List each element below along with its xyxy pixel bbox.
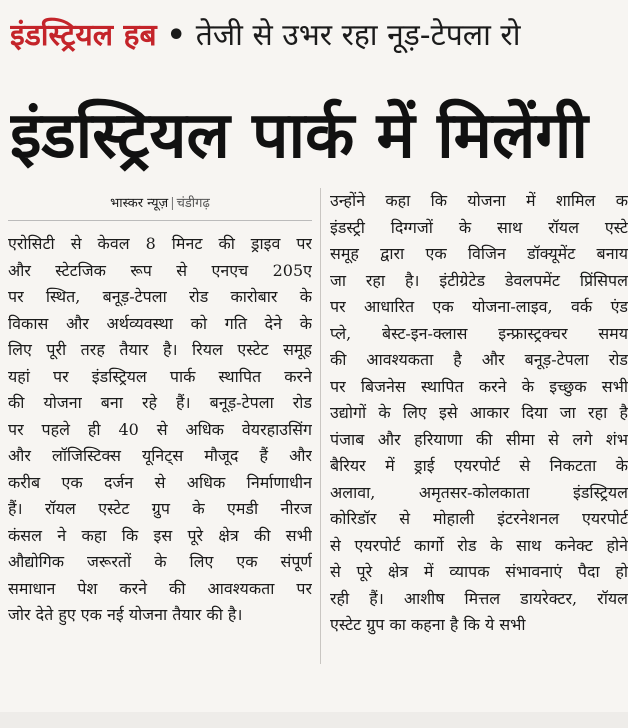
text-line: पंजाब और हरियाणा की सीमा से लगे शंभ: [330, 429, 628, 449]
column-divider: [320, 188, 321, 664]
text-line: उन्होंने कहा कि योजना में शामिल क: [330, 191, 628, 210]
byline: [8, 188, 312, 221]
byline-city: चंडीगढ़: [176, 196, 210, 211]
text-line: यहां पर इंडस्ट्रियल पार्क स्थापित करने: [8, 366, 312, 386]
left-column: [8, 188, 312, 678]
text-line: पर स्थित, बनूड़-टेपला रोड कारोबार के: [8, 287, 312, 306]
text-line: करीब एक दर्जन से अधिक निर्माणाधीन: [8, 472, 312, 492]
text-line: पर पहले ही 40 से अधिक वेयरहाउसिंग: [8, 419, 312, 439]
text-line: विकास और अर्थव्यवस्था को गति देने के: [8, 313, 312, 333]
text-line: बैरियर में ड्राई एयरपोर्ट से निकटता के: [330, 456, 628, 475]
text-line: एस्टेट ग्रुप का कहना है कि ये सभी: [330, 615, 526, 634]
text-line: जा रहा है। इंटीग्रेटेड डेवलपमेंट प्रिंसिपल: [330, 270, 628, 290]
text-line: इंडस्ट्री दिग्गजों के साथ रॉयल एस्टे: [330, 217, 628, 237]
byline-source: भास्कर न्यूज़: [110, 196, 169, 211]
article-kicker: [10, 8, 628, 68]
text-line: की योजना बना रहे हैं। बनूड़-टेपला रोड: [8, 393, 312, 412]
text-line: पर आधारित एक योजना-लाइव, वर्क एंड: [330, 297, 628, 316]
section-tag: इंडस्ट्रियल हब: [10, 18, 157, 53]
left-column-text: [8, 231, 312, 629]
text-line: समूह द्वारा एक विजिन डॉक्यूमेंट बनाय: [330, 244, 628, 263]
right-column-text: [330, 188, 628, 639]
text-line: कंसल ने कहा कि इस पूरे क्षेत्र की सभी: [8, 525, 312, 545]
kicker-subhead: तेजी से उभर रहा नूड़-टेपला रो: [195, 18, 521, 53]
page-bottom-strip: [0, 712, 628, 728]
byline-separator: |: [170, 196, 175, 211]
right-column: [330, 188, 628, 678]
kicker-separator: •: [166, 18, 186, 53]
text-line: और स्टेटजिक रूप से एनएच 205ए: [8, 260, 312, 280]
text-line: लिए पूरी तरह तैयार है। रियल एस्टेट समूह: [8, 340, 312, 359]
article-headline: इंडस्ट्रियल पार्क में मिलेंगी: [10, 99, 588, 173]
text-line: उद्योगों के लिए इसे आकार दिया जा रहा है: [330, 403, 628, 422]
text-line: औद्योगिक जरूरतों के लिए एक संपूर्ण: [8, 552, 312, 571]
text-line: कोरिडॉर से मोहाली इंटरनेशनल एयरपोर्ट: [330, 509, 628, 528]
text-line: से पूरे क्षेत्र में व्यापक संभावनाएं पैदा हो: [330, 562, 628, 581]
text-line: समाधान पेश करने की आवश्यकता पर: [8, 578, 312, 598]
text-line: से एयरपोर्ट कार्गो रोड के साथ कनेक्ट होने: [330, 535, 628, 555]
text-line: रही हैं। आशीष मित्तल डायरेक्टर, रॉयल: [330, 588, 628, 608]
text-line: अलावा, अमृतसर-कोलकाता इंडस्ट्रियल: [330, 482, 628, 502]
text-line: की आवश्यकता है और बनूड़-टेपला रोड: [330, 350, 628, 369]
text-line: हैं। रॉयल एस्टेट ग्रुप के एमडी नीरज: [8, 499, 312, 518]
text-line: एरोसिटी से केवल 8 मिनट की ड्राइव पर: [8, 234, 312, 253]
text-line: जोर देते हुए एक नई योजना तैयार की है।: [8, 605, 243, 624]
text-line: और लॉजिस्टिक्स यूनिट्स मौजूद हैं और: [8, 446, 312, 465]
text-line: पर बिजनेस स्थापित करने के इच्छुक सभी: [330, 376, 628, 396]
text-line: प्ले, बेस्ट-इन-क्लास इन्फ्रास्ट्रक्चर समय: [330, 323, 628, 343]
